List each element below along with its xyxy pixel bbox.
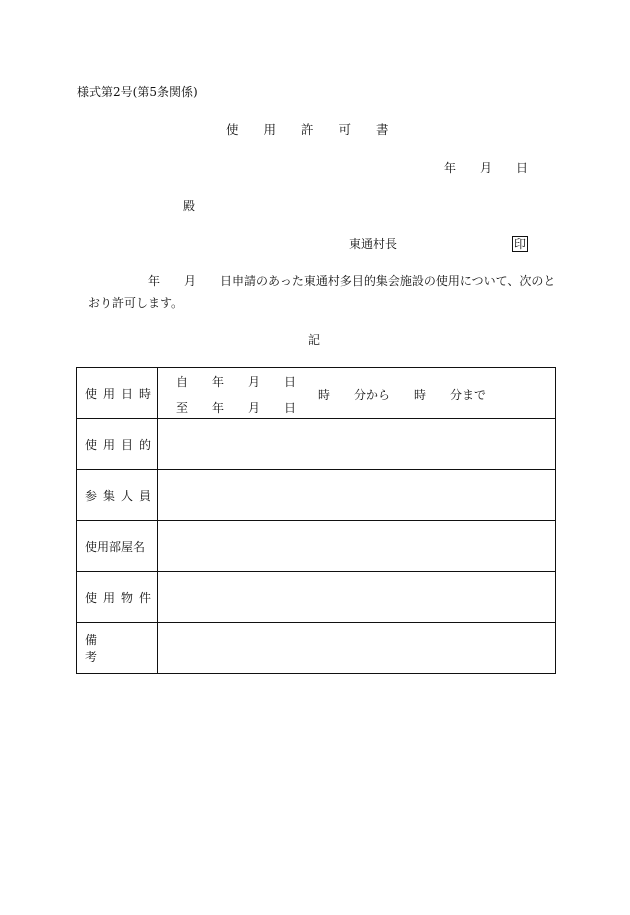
start-minute-label: 分から [354, 388, 391, 402]
addressee-suffix: 殿 [183, 199, 196, 213]
body-line-2: おり許可します。 [88, 296, 184, 310]
datetime-from-line [176, 375, 296, 389]
table-row-purpose [77, 419, 556, 470]
seal-label: 印 [514, 237, 527, 251]
datetime-to-line [176, 401, 296, 415]
to-day-label: 日 [284, 401, 297, 415]
row-label-room: 使用部屋名 [77, 521, 158, 572]
remarks-cell[interactable] [158, 623, 556, 674]
table-row-datetime [77, 368, 556, 419]
issue-date-line [444, 161, 528, 175]
datetime-time-line [318, 388, 486, 402]
issue-month-label: 月 [480, 161, 493, 175]
permit-table [76, 367, 556, 674]
end-minute-label: 分まで [450, 388, 487, 402]
row-label-remarks: 備考 [77, 623, 158, 674]
row-label-attendees: 参集人員 [77, 470, 158, 521]
table-row-remarks [77, 623, 556, 674]
table-row-attendees [77, 470, 556, 521]
body-year-label: 年 [148, 274, 161, 288]
issue-year-label: 年 [444, 161, 457, 175]
seal-mark [512, 236, 528, 252]
row-label-purpose: 使用目的 [77, 419, 158, 470]
body-line-1-text: 日申請のあった東通村多目的集会施設の使用について、次のと [220, 274, 556, 288]
to-label: 至 [176, 401, 189, 415]
to-year-label: 年 [212, 401, 225, 415]
table-row-equipment [77, 572, 556, 623]
purpose-cell[interactable] [158, 419, 556, 470]
room-cell[interactable] [158, 521, 556, 572]
row-label-datetime: 使用日時 [77, 368, 158, 419]
row-label-equipment: 使用物件 [77, 572, 158, 623]
document-title: 使 用 許 可 書 [226, 122, 389, 137]
body-line-1 [148, 274, 555, 288]
issuer-name: 東通村長 [349, 237, 398, 251]
from-year-label: 年 [212, 375, 225, 389]
datetime-cell[interactable] [158, 368, 556, 419]
form-number: 様式第2号(第5条関係) [77, 85, 198, 99]
attendees-cell[interactable] [158, 470, 556, 521]
start-hour-label: 時 [318, 388, 331, 402]
from-day-label: 日 [284, 375, 297, 389]
table-row-room [77, 521, 556, 572]
equipment-cell[interactable] [158, 572, 556, 623]
body-month-label: 月 [184, 274, 197, 288]
ki-label: 記 [308, 333, 321, 347]
end-hour-label: 時 [414, 388, 427, 402]
to-month-label: 月 [248, 401, 261, 415]
issue-day-label: 日 [516, 161, 529, 175]
from-label: 自 [176, 375, 189, 389]
from-month-label: 月 [248, 375, 261, 389]
